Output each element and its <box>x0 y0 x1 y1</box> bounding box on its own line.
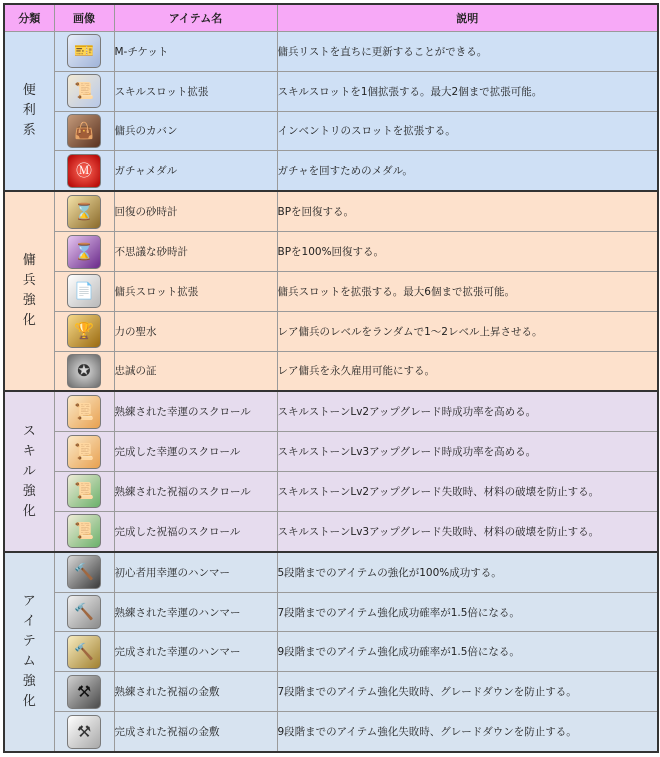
medal-icon: Ⓜ <box>67 154 101 188</box>
item-description: 7段階までのアイテム強化失敗時、グレードダウンを防止する。 <box>277 672 658 712</box>
item-name: スキルスロット拡張 <box>114 71 277 111</box>
item-name: 忠誠の証 <box>114 351 277 391</box>
chalice-icon: 🏆 <box>67 314 101 348</box>
table-row <box>4 32 658 72</box>
item-name: 初心者用幸運のハンマー <box>114 552 277 592</box>
image-cell <box>54 672 114 712</box>
item-description: スキルスロットを1個拡張する。最大2個まで拡張可能。 <box>277 71 658 111</box>
item-description: 傭兵スロットを拡張する。最大6個まで拡張可能。 <box>277 271 658 311</box>
category-label: スキル強化 <box>22 423 36 519</box>
item-description: インベントリのスロットを拡張する。 <box>277 111 658 151</box>
scroll-orange-icon: 📜 <box>67 395 101 429</box>
item-name: M-チケット <box>114 32 277 72</box>
item-name: 熟練された幸運のハンマー <box>114 592 277 632</box>
table-row <box>4 712 658 752</box>
image-cell <box>54 391 114 431</box>
category-cell <box>4 391 54 551</box>
table-row <box>4 592 658 632</box>
table-row <box>4 311 658 351</box>
item-name: 熟練された幸運のスクロール <box>114 391 277 431</box>
header-description: 説明 <box>277 4 658 32</box>
table-row <box>4 351 658 391</box>
item-name: 完成した祝福のスクロール <box>114 511 277 551</box>
table-row <box>4 271 658 311</box>
header-category: 分類 <box>4 4 54 32</box>
image-cell <box>54 311 114 351</box>
image-cell <box>54 592 114 632</box>
image-cell <box>54 151 114 191</box>
image-cell <box>54 71 114 111</box>
table-row <box>4 232 658 272</box>
image-cell <box>54 432 114 472</box>
ticket-icon: 🎫 <box>67 34 101 68</box>
item-name: 完成した幸運のスクロール <box>114 432 277 472</box>
item-name: 力の聖水 <box>114 311 277 351</box>
category-label: 傭兵強化 <box>22 253 36 329</box>
hourglass-gold-icon: ⌛ <box>67 195 101 229</box>
image-cell <box>54 191 114 231</box>
item-name: 完成された幸運のハンマー <box>114 632 277 672</box>
item-description: レア傭兵を永久雇用可能にする。 <box>277 351 658 391</box>
item-description: スキルストーンLv3アップグレード失敗時、材料の破壊を防止する。 <box>277 511 658 551</box>
anvil-dark-icon: ⚒ <box>67 675 101 709</box>
table-row <box>4 71 658 111</box>
item-table <box>3 3 659 753</box>
item-description: 5段階までのアイテムの強化が100%成功する。 <box>277 552 658 592</box>
image-cell <box>54 232 114 272</box>
image-cell <box>54 111 114 151</box>
image-cell <box>54 472 114 512</box>
image-cell <box>54 552 114 592</box>
item-name: 不思議な砂時計 <box>114 232 277 272</box>
item-name: ガチャメダル <box>114 151 277 191</box>
anvil-light-icon: ⚒ <box>67 715 101 749</box>
paper-icon: 📄 <box>67 274 101 308</box>
table-row <box>4 191 658 231</box>
item-description: 9段階までのアイテム強化失敗時、グレードダウンを防止する。 <box>277 712 658 752</box>
item-name: 完成された祝福の金敷 <box>114 712 277 752</box>
item-description: スキルストーンLv2アップグレード時成功率を高める。 <box>277 391 658 431</box>
category-cell <box>4 32 54 192</box>
image-cell <box>54 32 114 72</box>
category-label: 便利系 <box>22 83 36 139</box>
table-row <box>4 672 658 712</box>
item-table-body <box>4 32 658 753</box>
item-name: 回復の砂時計 <box>114 191 277 231</box>
scroll-blue-icon: 📜 <box>67 74 101 108</box>
item-description: スキルストーンLv3アップグレード時成功率を高める。 <box>277 432 658 472</box>
scroll-orange-icon: 📜 <box>67 435 101 469</box>
image-cell <box>54 632 114 672</box>
header-row <box>4 4 658 32</box>
item-description: 傭兵リストを直ちに更新することができる。 <box>277 32 658 72</box>
bag-icon: 👜 <box>67 114 101 148</box>
item-description: 9段階までのアイテム強化成功確率が1.5倍になる。 <box>277 632 658 672</box>
category-label: アイテム強化 <box>22 593 36 709</box>
item-description: BPを100%回復する。 <box>277 232 658 272</box>
item-name: 熟練された祝福のスクロール <box>114 472 277 512</box>
table-row <box>4 151 658 191</box>
emblem-icon: ✪ <box>67 354 101 388</box>
hammer-dark-icon: 🔨 <box>67 555 101 589</box>
category-cell <box>4 191 54 391</box>
table-row <box>4 632 658 672</box>
image-cell <box>54 712 114 752</box>
item-description: レア傭兵のレベルをランダムで1～2レベル上昇させる。 <box>277 311 658 351</box>
item-name: 傭兵スロット拡張 <box>114 271 277 311</box>
table-row <box>4 472 658 512</box>
table-row <box>4 391 658 431</box>
scroll-green-icon: 📜 <box>67 474 101 508</box>
image-cell <box>54 511 114 551</box>
header-image: 画像 <box>54 4 114 32</box>
scroll-green-icon: 📜 <box>67 514 101 548</box>
table-row <box>4 111 658 151</box>
item-description: 7段階までのアイテム強化成功確率が1.5倍になる。 <box>277 592 658 632</box>
item-description: スキルストーンLv2アップグレード失敗時、材料の破壊を防止する。 <box>277 472 658 512</box>
category-cell <box>4 552 54 752</box>
item-description: ガチャを回すためのメダル。 <box>277 151 658 191</box>
header-name: アイテム名 <box>114 4 277 32</box>
hourglass-purple-icon: ⌛ <box>67 235 101 269</box>
table-row <box>4 552 658 592</box>
table-row <box>4 432 658 472</box>
image-cell <box>54 351 114 391</box>
item-description: BPを回復する。 <box>277 191 658 231</box>
item-name: 傭兵のカバン <box>114 111 277 151</box>
hammer-gold-icon: 🔨 <box>67 635 101 669</box>
image-cell <box>54 271 114 311</box>
item-name: 熟練された祝福の金敷 <box>114 672 277 712</box>
table-row <box>4 511 658 551</box>
hammer-silver-icon: 🔨 <box>67 595 101 629</box>
